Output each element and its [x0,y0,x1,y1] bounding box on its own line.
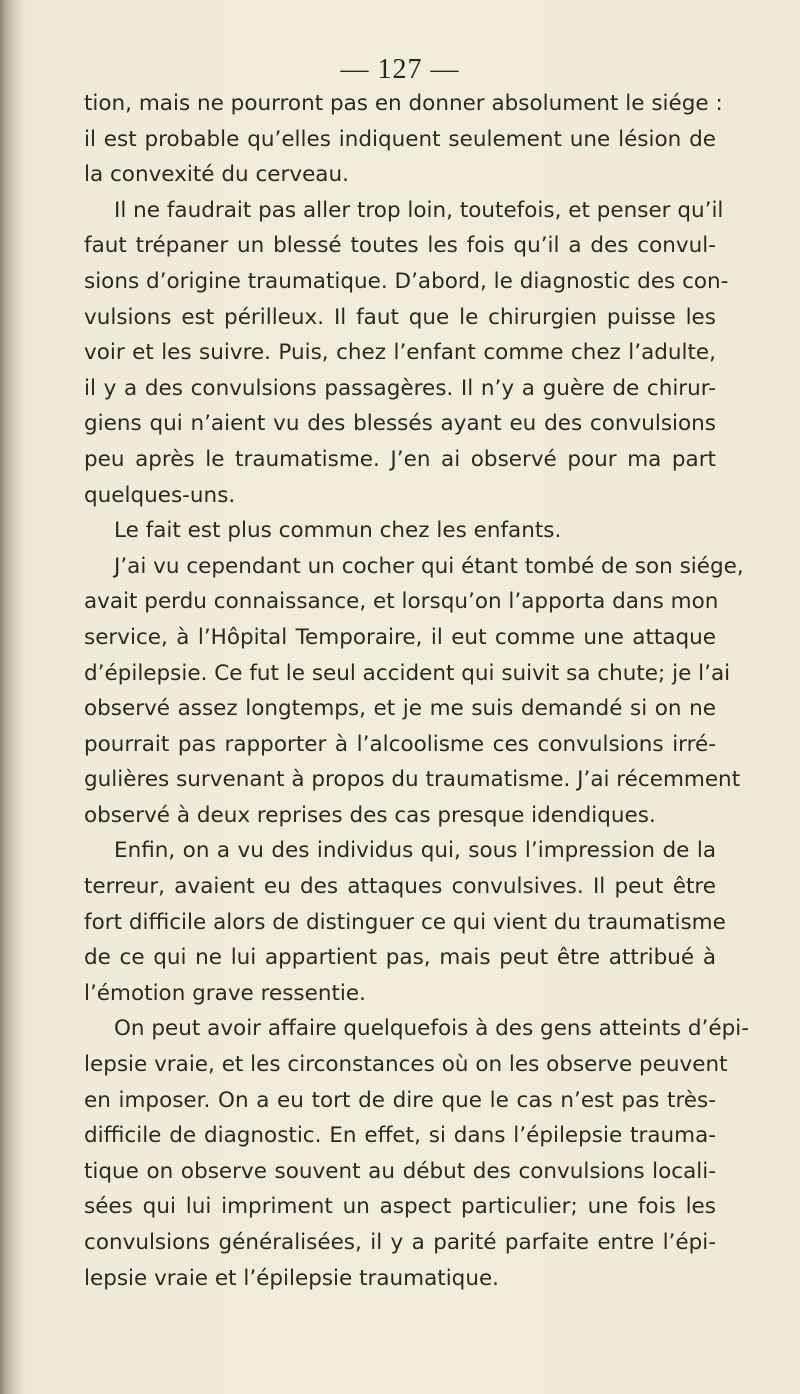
text-line: sées qui lui impriment un aspect particulier; une fois les [84,1194,716,1220]
text-line: faut trépaner un blessé toutes les fois qu’il a des convul- [84,233,716,259]
text-line: tion, mais ne pourront pas en donner absolument le siége : [84,91,723,116]
text-line: d’épilepsie. Ce fut le seul accident qui suivit sa chute; je l’ai [84,660,731,686]
text-line: quelques-uns. [84,482,236,508]
text-line: Il ne faudrait pas aller trop loin, toutefois, et penser qu’il [114,197,724,223]
page-binding-edge [0,0,22,1394]
text-line: vulsions est périlleux. Il faut que le chirurgien puisse les [84,304,716,330]
text-line: lepsie vraie, et les circonstances où on les observe peuvent [84,1052,728,1078]
text-line: tique on observe souvent au début des convulsions locali- [84,1158,716,1184]
page-number-header: — 127 — [340,54,460,85]
text-line: giens qui n’aient vu des blessés ayant eu des convulsions [84,411,716,437]
text-line: sions d’origine traumatique. D’abord, le diagnostic des con- [84,268,729,294]
text-line: l’émotion grave ressentie. [84,980,366,1006]
text-line: J’ai vu cependant un cocher qui étant tombé de son siége, [114,553,744,579]
text-line: avait perdu connaissance, et lorsqu’on l’apporta dans mon [84,589,719,615]
text-line: fort difficile alors de distinguer ce qui vient du traumatisme [84,909,726,935]
text-line: Le fait est plus commun chez les enfants. [114,518,562,544]
body-text [84,86,749,1296]
text-line: pourrait pas rapporter à l’alcoolisme ces convulsions irré- [84,731,716,757]
text-line: il est probable qu’elles indiquent seulement une lésion de [84,126,716,152]
text-line: terreur, avaient eu des attaques convulsives. Il peut être [84,874,716,900]
text-line: il y a des convulsions passagères. Il n’y a guère de chirur- [84,375,716,401]
text-line: la convexité du cerveau. [84,162,349,188]
text-line: observé assez longtemps, et je me suis demandé si on ne [84,696,716,722]
text-line: en imposer. On a eu tort de dire que le cas n’est pas très- [84,1087,716,1113]
text-line: lepsie vraie et l’épilepsie traumatique. [84,1265,500,1291]
text-line: voir et les suivre. Puis, chez l’enfant comme chez l’adulte, [84,340,716,366]
text-line: Enfin, on a vu des individus qui, sous l’impression de la [114,838,716,864]
text-line: difficile de diagnostic. En effet, si dans l’épilepsie trauma- [84,1123,716,1149]
text-line: On peut avoir affaire quelquefois à des gens atteints d’épi- [114,1016,749,1042]
text-line: service, à l’Hôpital Temporaire, il eut comme une attaque [84,624,716,650]
text-line: de ce qui ne lui appartient pas, mais peut être attribué à [84,945,716,971]
text-line: peu après le traumatisme. J’en ai observé pour ma part [84,446,716,472]
text-line: observé à deux reprises des cas presque idendiques. [84,802,656,828]
text-line: convulsions généralisées, il y a parité parfaite entre l’épi- [84,1230,716,1255]
text-line: gulières survenant à propos du traumatisme. J’ai récemment [84,767,741,793]
